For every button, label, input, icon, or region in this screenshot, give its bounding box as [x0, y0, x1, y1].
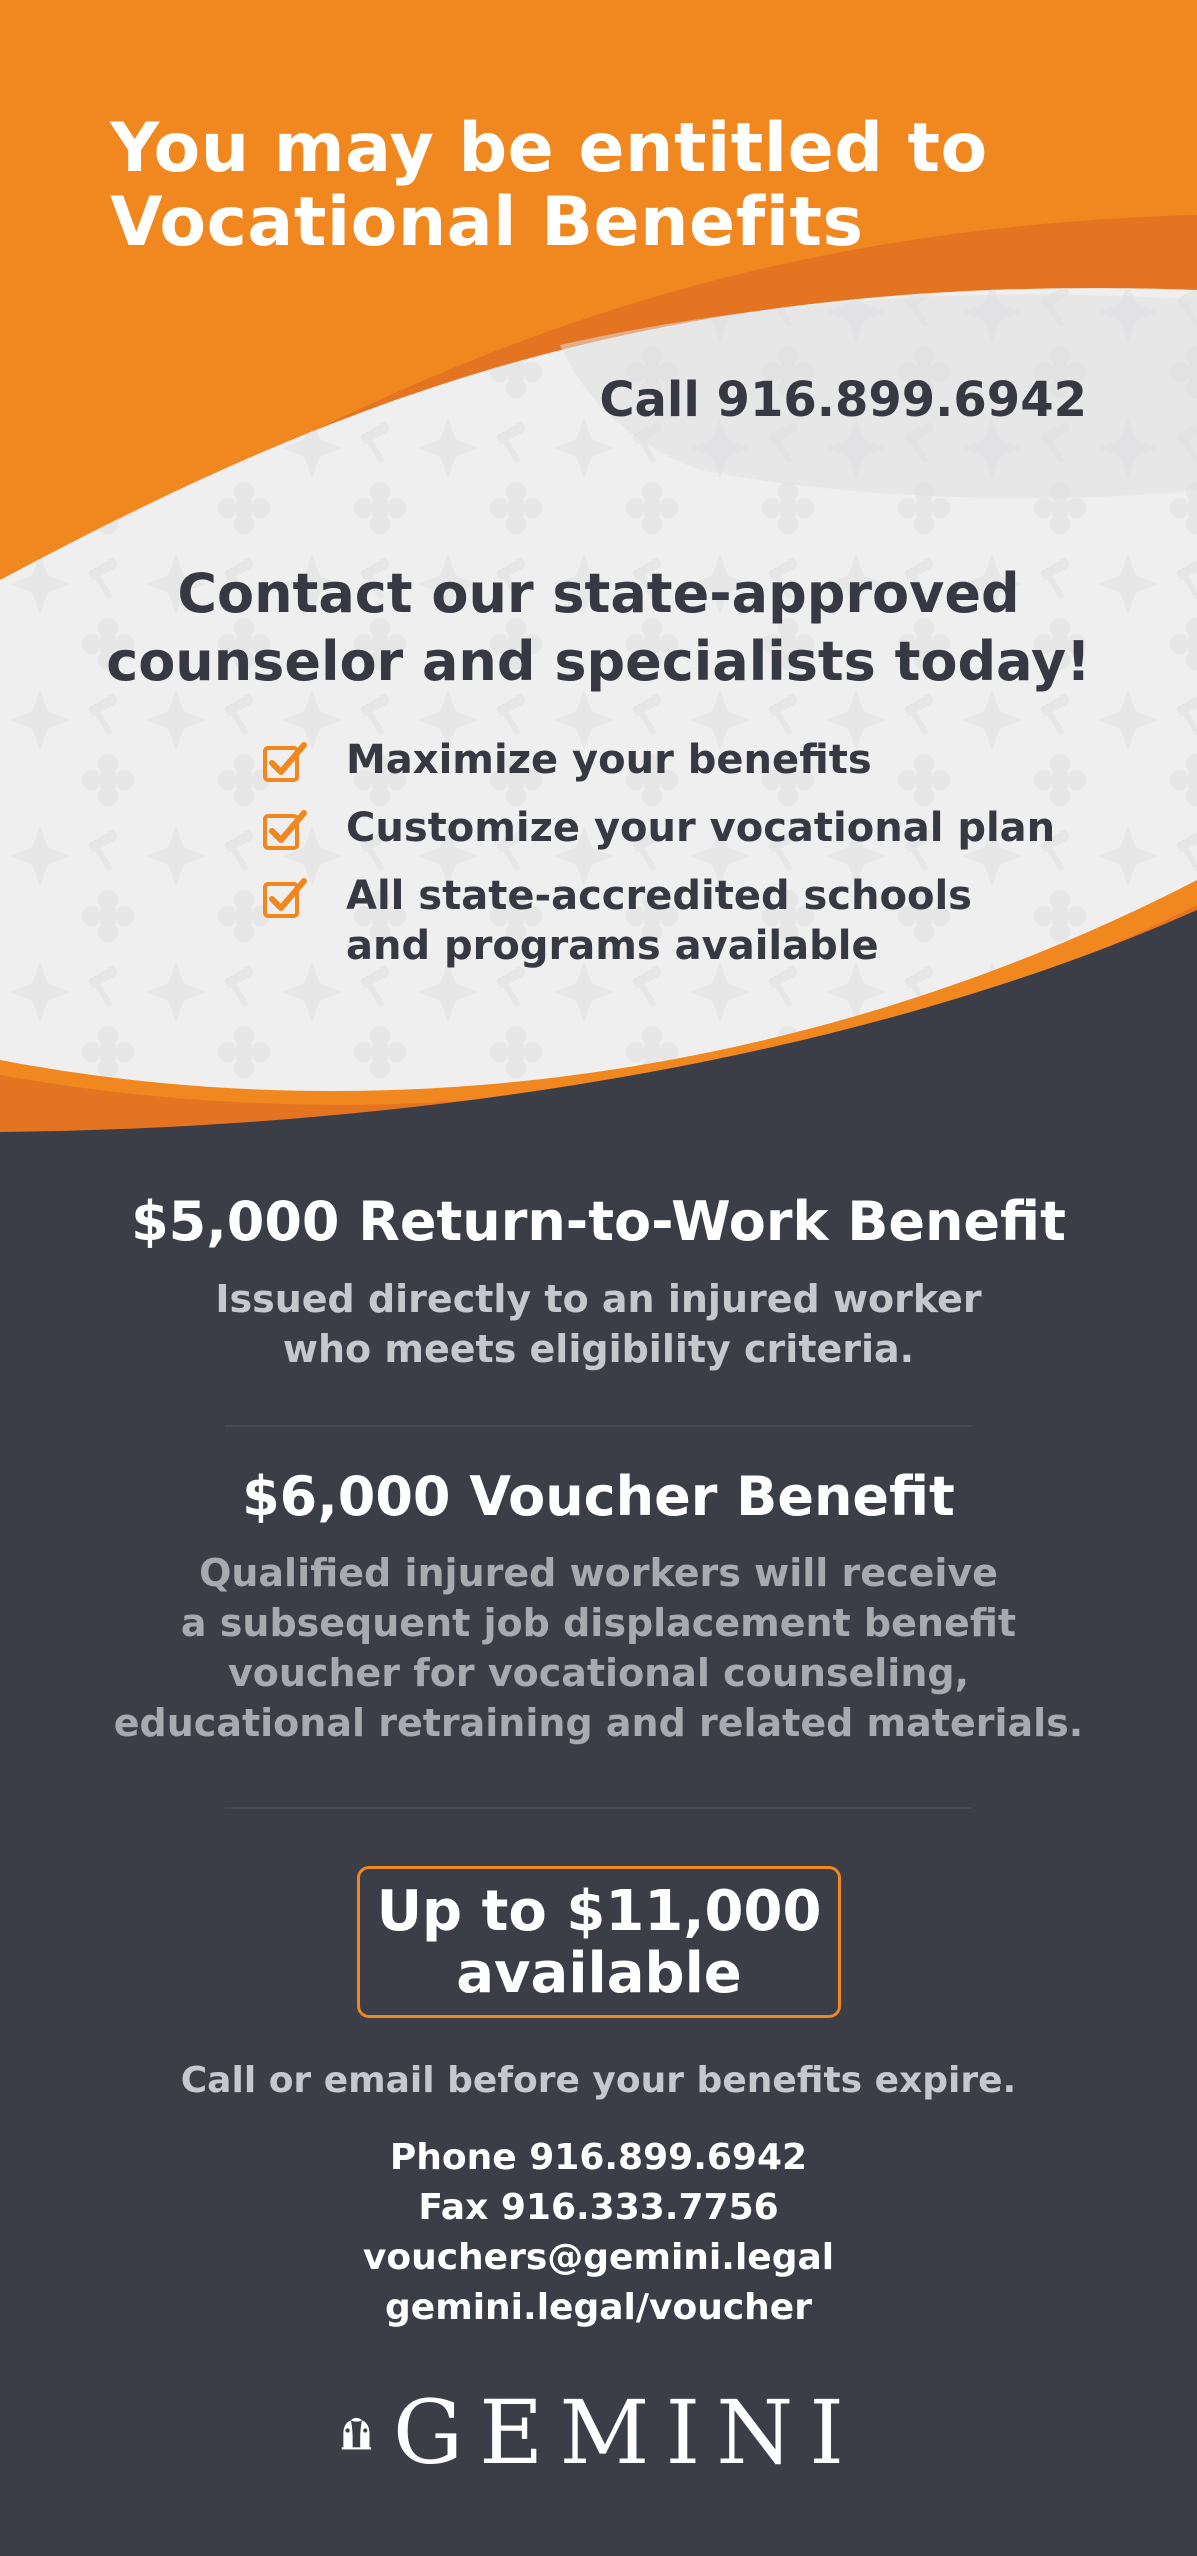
- benefits-checklist: [262, 735, 1082, 989]
- email-link[interactable]: vouchers@gemini.legal: [362, 2237, 835, 2278]
- contact-heading-line-2: counselor and specialists today!: [106, 630, 1091, 693]
- gemini-logo-icon: [340, 2393, 373, 2473]
- cta-note: Call or email before your benefits expire.: [180, 2060, 1017, 2101]
- benefit-title-voucher: $6,000 Voucher Benefit: [242, 1465, 955, 1528]
- checklist-item: [262, 735, 1082, 785]
- contact-info: [0, 2133, 1197, 2333]
- brand-name: GEMINI: [392, 2381, 860, 2484]
- checklist-item-text: Customize your vocational plan: [346, 805, 1056, 851]
- benefit-desc-line: Qualified injured workers will receive: [199, 1551, 998, 1595]
- contact-heading-line-1: Contact our state-approved: [177, 562, 1020, 625]
- contact-heading: [0, 560, 1197, 696]
- checklist-item: [262, 871, 1082, 971]
- cta-line-2: available: [456, 1941, 742, 2006]
- checklist-item-text: and programs available: [346, 923, 879, 969]
- phone-link[interactable]: Phone 916.899.6942: [389, 2137, 808, 2178]
- benefit-desc-line: who meets eligibility criteria.: [282, 1327, 915, 1371]
- headline-line-1: You may be entitled to: [110, 109, 988, 188]
- benefit-title-return-to-work: $5,000 Return-to-Work Benefit: [131, 1190, 1066, 1253]
- benefit-desc-line: educational retraining and related materials.: [113, 1701, 1084, 1745]
- benefit-desc-line: a subsequent job displacement benefit: [180, 1601, 1017, 1645]
- headline: [110, 109, 1010, 262]
- checkbox-icon: [262, 875, 308, 921]
- benefit-desc-voucher: [0, 1548, 1197, 1748]
- benefit-desc-line: voucher for vocational counseling,: [227, 1651, 970, 1695]
- checklist-item: [262, 803, 1082, 853]
- divider: [225, 1425, 972, 1427]
- cta-amount-box: [357, 1866, 841, 2018]
- checkbox-icon: [262, 739, 308, 785]
- gemini-logo: [340, 2381, 860, 2484]
- checklist-item-text: Maximize your benefits: [346, 737, 872, 783]
- benefit-desc-line: Issued directly to an injured worker: [215, 1277, 982, 1321]
- headline-line-2: Vocational Benefits: [110, 183, 864, 262]
- benefit-desc-return-to-work: [0, 1274, 1197, 1374]
- checklist-item-text: All state-accredited schools: [346, 873, 972, 919]
- top-call-number[interactable]: Call 916.899.6942: [599, 372, 1087, 428]
- divider: [225, 1807, 972, 1809]
- website-link[interactable]: gemini.legal/voucher: [385, 2287, 812, 2328]
- fax-number: Fax 916.333.7756: [418, 2187, 779, 2228]
- cta-line-1: Up to $11,000: [376, 1879, 822, 1944]
- checkbox-icon: [262, 807, 308, 853]
